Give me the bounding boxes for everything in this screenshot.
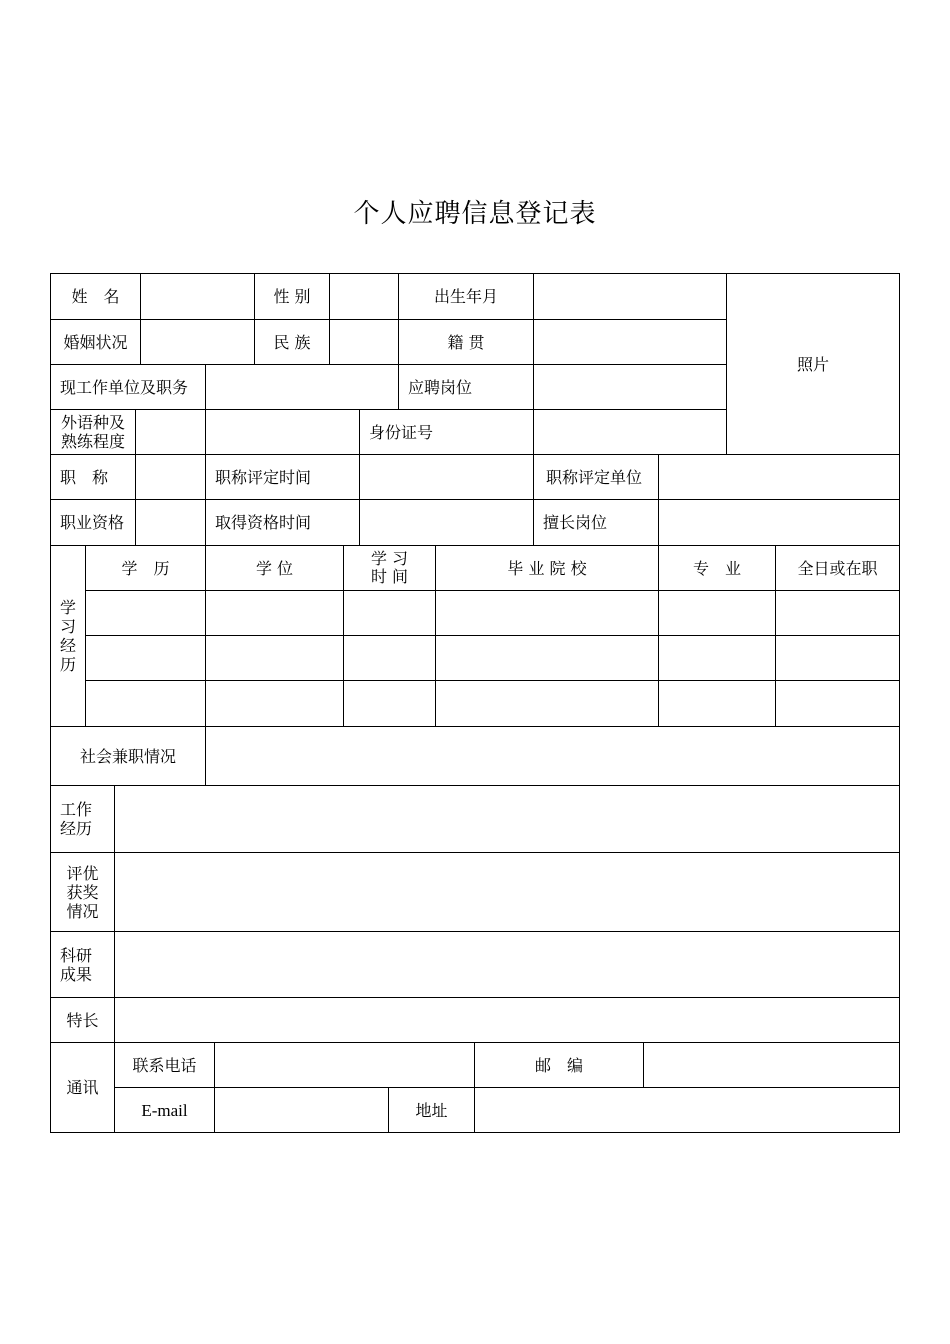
ethnicity-field[interactable]: [330, 320, 398, 364]
label-birth: 出生年月: [433, 287, 498, 306]
native-place-field[interactable]: [534, 320, 726, 364]
current-unit-field[interactable]: [206, 365, 398, 409]
title-rank-field[interactable]: [136, 455, 205, 499]
gender-field[interactable]: [330, 274, 398, 319]
label-qualification: 职业资格: [60, 513, 125, 532]
language-field-a[interactable]: [136, 410, 205, 454]
awards-field[interactable]: [115, 853, 899, 931]
edu-row1-major[interactable]: [659, 591, 775, 635]
specialty-post-field[interactable]: [659, 500, 899, 545]
email-field[interactable]: [215, 1088, 388, 1132]
label-native-place: 籍 贯: [447, 332, 485, 352]
study-history-char: 学: [59, 598, 76, 617]
study-history-char: 历: [59, 655, 76, 674]
header-study-time: [344, 546, 435, 590]
edu-row3-mode[interactable]: [776, 681, 899, 726]
label-language-line2: 熟练程度: [60, 432, 125, 451]
label-current-unit: 现工作单位及职务: [60, 377, 189, 397]
label-awards-line1: 评优: [66, 863, 99, 883]
language-field-b[interactable]: [206, 410, 359, 454]
label-postcode-text: 邮 编: [534, 1055, 583, 1075]
qual-time-field[interactable]: [360, 500, 533, 545]
label-strengths: 特长: [66, 1010, 99, 1030]
id-number-field[interactable]: [534, 410, 726, 454]
label-title-eval-unit: 职称评定单位: [546, 467, 643, 487]
form-title: 个人应聘信息登记表: [353, 199, 597, 229]
header-study-time-line1: 学 习: [370, 549, 409, 568]
edu-row3-degree[interactable]: [206, 681, 343, 726]
header-mode: 全日或在职: [797, 558, 878, 578]
label-title-rank-text: 职 称: [60, 467, 109, 487]
postcode-field[interactable]: [644, 1043, 899, 1087]
edu-row3-major[interactable]: [659, 681, 775, 726]
edu-row3-degree-level[interactable]: [86, 681, 205, 726]
label-phone: 联系电话: [132, 1055, 197, 1075]
label-id-number: 身份证号: [369, 422, 434, 442]
header-study-time-line2: 时 间: [370, 567, 409, 586]
photo-box[interactable]: 照片: [796, 354, 829, 374]
edu-row2-degree[interactable]: [206, 636, 343, 680]
edu-row2-degree-level[interactable]: [86, 636, 205, 680]
edu-row1-time[interactable]: [344, 591, 435, 635]
name-field[interactable]: [141, 274, 254, 319]
edu-row3-school[interactable]: [436, 681, 658, 726]
study-history-char: 经: [59, 636, 76, 655]
qualification-field[interactable]: [136, 500, 205, 545]
label-ethnicity: 民 族: [273, 332, 311, 352]
strengths-field[interactable]: [115, 998, 899, 1042]
label-research: [51, 932, 114, 997]
label-work-history-line1: 工作: [60, 800, 93, 819]
label-awards-line2: 获奖: [66, 882, 99, 902]
edu-row2-time[interactable]: [344, 636, 435, 680]
label-name: [51, 274, 140, 319]
label-title-rank: [51, 455, 135, 499]
label-research-line2: 成果: [60, 964, 93, 984]
header-degree-level-text: 学 历: [121, 558, 170, 578]
research-field[interactable]: [115, 932, 899, 997]
label-research-line1: 科研: [60, 945, 93, 965]
label-email: E-mail: [141, 1100, 188, 1120]
edu-row1-degree[interactable]: [206, 591, 343, 635]
edu-row1-mode[interactable]: [776, 591, 899, 635]
label-specialty-post: 擅长岗位: [543, 513, 608, 532]
edu-row3-time[interactable]: [344, 681, 435, 726]
label-language: [51, 410, 135, 454]
applied-post-field[interactable]: [534, 365, 726, 409]
edu-row2-major[interactable]: [659, 636, 775, 680]
header-degree: 学 位: [255, 558, 294, 578]
part-time-field[interactable]: [206, 727, 899, 785]
edu-row2-school[interactable]: [436, 636, 658, 680]
label-name-text: 姓 名: [71, 287, 120, 306]
header-school: 毕 业 院 校: [507, 558, 587, 578]
label-postcode: [475, 1043, 643, 1087]
label-work-history: [51, 786, 114, 852]
label-marital: 婚姻状况: [63, 332, 128, 352]
label-language-line1: 外语种及: [60, 413, 125, 432]
label-qual-time: 取得资格时间: [215, 513, 312, 532]
label-gender: 性 别: [273, 287, 311, 306]
title-eval-time-field[interactable]: [360, 455, 533, 499]
header-major: [659, 546, 775, 590]
title-eval-unit-field[interactable]: [659, 455, 899, 499]
edu-row2-mode[interactable]: [776, 636, 899, 680]
phone-field[interactable]: [215, 1043, 474, 1087]
label-title-eval-time: 职称评定时间: [215, 467, 312, 487]
work-history-field[interactable]: [115, 786, 899, 852]
label-awards-line3: 情况: [66, 901, 99, 921]
label-contact: 通讯: [66, 1078, 99, 1097]
label-applied-post: 应聘岗位: [408, 377, 473, 397]
label-address: 地址: [415, 1100, 448, 1120]
label-awards: [51, 853, 114, 931]
study-history-char: 习: [59, 617, 76, 636]
edu-row1-degree-level[interactable]: [86, 591, 205, 635]
header-major-text: 专 业: [692, 558, 741, 578]
header-degree-level: [86, 546, 205, 590]
address-field[interactable]: [475, 1088, 899, 1132]
label-work-history-line2: 经历: [60, 819, 93, 838]
label-part-time: 社会兼职情况: [79, 746, 176, 766]
birth-field[interactable]: [534, 274, 726, 319]
label-study-history: [51, 546, 85, 726]
edu-row1-school[interactable]: [436, 591, 658, 635]
marital-field[interactable]: [141, 320, 254, 364]
